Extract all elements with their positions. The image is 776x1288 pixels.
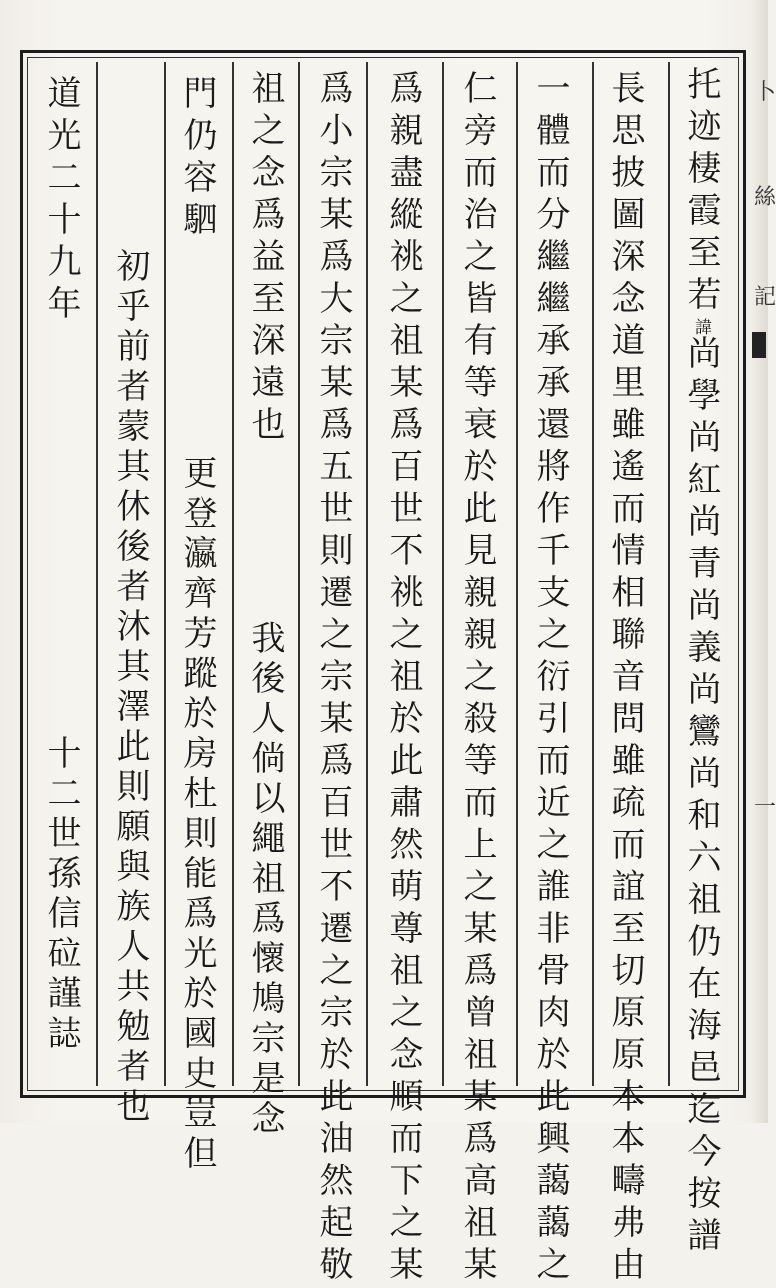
text-column-9: 初乎前者蒙其休後者沐其澤此則願與族人共勉者也 — [110, 248, 150, 1128]
column-text: 尚學尚紅尚青尚義尚鸞尚和六祖仍在海邑迄今按譜 — [681, 335, 721, 1259]
column-rule — [232, 62, 234, 1086]
date-column: 道光二十九年 — [41, 75, 81, 327]
text-column-3: 一體而分繼繼承承還將作千支之衍引而近之誰非骨肉於此興藹藹之 — [530, 70, 570, 1288]
column-rule — [668, 62, 670, 1086]
column-rule — [298, 62, 300, 1086]
text-column-5: 爲親盡縱祧之祖某爲百世不祧之祖於此肅然萌尊祖之念順而下之某 — [383, 70, 423, 1288]
facing-page-edge — [750, 0, 776, 1123]
column-rule — [442, 62, 444, 1086]
column-rule — [516, 62, 518, 1086]
column-rule — [592, 62, 594, 1086]
text-column-7-bottom: 我後人倘以繩祖爲懷鳩宗是念 — [245, 620, 285, 1140]
edge-char: 一 — [753, 795, 776, 820]
text-column-4: 仁旁而治之皆有等衰於此見親親之殺等而上之某爲曾祖某爲高祖某 — [457, 70, 497, 1288]
column-rule — [164, 62, 166, 1086]
edge-block-mark — [752, 332, 766, 358]
text-column-7-top: 祖之念爲益至深遠也 — [245, 70, 285, 448]
column-text: 托迹棲霞至若 — [681, 66, 721, 318]
text-column-1 — [681, 66, 721, 1259]
edge-char: 記 — [753, 285, 776, 310]
column-rule — [366, 62, 368, 1086]
column-rule — [96, 62, 98, 1086]
signature-column: 十二世孫信砬謹誌 — [41, 735, 81, 1055]
text-column-6: 爲小宗某爲大宗某爲五世則遷之宗某爲百世不遷之宗於此油然起敬 — [313, 70, 353, 1288]
edge-char: 卜 — [753, 80, 776, 105]
text-column-2: 長思披圖深念道里雖遙而情相聯音問雖疏而誼至切原原本本疇弗由 — [605, 70, 645, 1288]
edge-char: 絲 — [753, 185, 776, 210]
text-column-8-bottom: 更登瀛齊芳蹤於房杜則能爲光於國史豈但 — [177, 455, 217, 1175]
annotation-note: 諱 — [691, 318, 711, 335]
text-column-8-top: 門仍容駟 — [177, 75, 217, 243]
